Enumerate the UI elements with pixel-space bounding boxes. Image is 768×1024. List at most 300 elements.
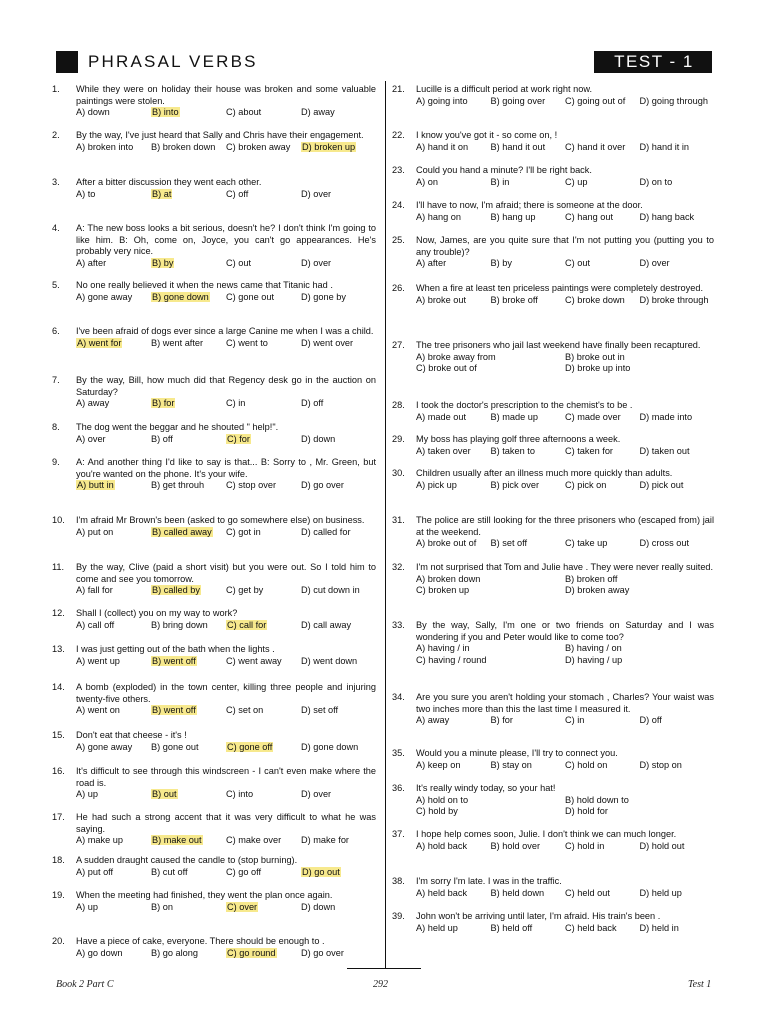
answer-text: D) hand it in [639,141,690,152]
answer-options [76,585,376,597]
question-number: 29. [392,434,405,444]
answer-option [226,480,301,492]
question-number: 7. [52,375,60,385]
answer-option [416,585,565,597]
answer-text: D) cut down in [301,585,360,595]
answer-option [640,142,715,154]
answer-text: B) pick over [490,479,540,490]
question-stem: John won't be arriving until later, I'm afraid. His train's been . [416,911,661,921]
answer-options [76,527,376,539]
answer-option [226,189,301,201]
answer-option [416,142,491,154]
answer-text: B) went after [151,337,204,348]
answer-text: D) cross out [639,538,690,548]
answer-option [416,212,491,224]
answer-text: C) out [565,258,591,268]
answer-text: B) cut off [151,866,188,877]
question-item [392,829,714,852]
answer-text: C) broke out of [416,363,477,373]
answer-option [416,446,491,458]
answer-option [565,295,640,307]
answer-text: B) made up [490,411,538,422]
answer-option [76,142,151,154]
answer-text: D) pick out [639,479,684,490]
answer-text: A) hand it on [416,141,469,152]
question-item [52,422,376,445]
answer-text: D) broke through [639,294,709,305]
answer-text: C) in [226,398,246,408]
answer-text: B) stay on [490,759,532,770]
answer-text: B) go along [151,947,198,958]
answer-text: A) up [76,901,98,912]
answer-text: B) having / on [565,643,622,653]
answer-text: D) held up [639,887,682,898]
answer-text: C) gone out [226,291,275,302]
question-number: 27. [392,340,405,350]
answer-text: A) held up [416,922,458,933]
highlighted-answer-text: B) make out [152,835,202,845]
answer-options [76,258,376,270]
answer-text: A) away [76,398,110,408]
answer-text: D) going through [639,95,708,106]
answer-option [640,760,715,772]
answer-option [491,96,566,108]
answer-text: C) made over [565,411,621,422]
answer-options [416,715,714,727]
highlighted-answer-text: B) called away [152,526,212,537]
answer-text: D) having / up [565,654,623,665]
answer-option [226,258,301,270]
answer-option [226,742,301,754]
answer-text: A) hang on [416,211,461,222]
question-item [52,177,376,200]
highlighted-answer-text: B) into [152,107,179,117]
answer-option [301,398,376,410]
answer-text: A) broken into [76,141,134,152]
question-item [52,130,376,153]
answer-option [416,655,565,667]
answer-text: A) over [76,433,106,444]
answer-text: D) called for [301,526,351,537]
answer-option [491,412,566,424]
question-item [52,84,376,119]
answer-option [301,867,376,879]
answer-option [226,142,301,154]
answer-text: A) away [416,715,450,725]
question-number: 25. [392,235,405,245]
answer-option [151,398,226,410]
answer-option [565,363,714,375]
answer-text: B) bring down [151,619,208,630]
answer-option [76,948,151,960]
question-item [52,223,376,269]
highlighted-answer-text: C) over [227,901,258,912]
answer-options [416,538,714,550]
answer-option [565,96,640,108]
answer-option [76,705,151,717]
answer-option [76,585,151,597]
answer-text: D) make for [301,835,349,845]
answer-option [565,806,714,818]
answer-text: D) hold for [565,806,608,816]
question-item [392,200,714,223]
question-stem: I'm afraid Mr Brown's been (asked to go somewhere else) on business. [76,515,365,525]
answer-text: C) hold on [565,759,608,770]
question-stem: I was just getting out of the bath when the lights . [76,644,275,654]
answer-option [76,189,151,201]
question-number: 8. [52,422,60,432]
answer-option [565,715,640,727]
answer-text: A) broke out of [416,538,477,548]
question-number: 4. [52,223,60,233]
answer-options [416,412,714,424]
answer-option [76,398,151,410]
question-stem: A: And another thing I'd like to say is that... B: Sorry to , Mr. Green, but you're wanted on the phone. It's your wife. [76,457,376,479]
answer-option [491,888,566,900]
answer-options [76,398,376,410]
answer-option [76,835,151,847]
answer-option [301,789,376,801]
answer-text: D) over [301,188,332,199]
answer-options [416,96,714,108]
question-item [52,812,376,847]
answer-text: D) broke up into [565,363,631,373]
answer-text: A) gone away [76,291,133,302]
answer-option [416,888,491,900]
answer-option [301,434,376,446]
question-number: 10. [52,515,65,525]
question-stem: By the way, Clive (paid a short visit) but you were out. So I told him to come and see you tomorrow. [76,562,376,584]
answer-text: C) taken for [565,445,613,456]
answer-text: D) stop on [639,759,682,770]
answer-option [76,434,151,446]
answer-text: B) broken off [565,573,618,584]
answer-option [640,538,715,550]
question-number: 36. [392,783,405,793]
answer-option [491,760,566,772]
answer-option [565,446,640,458]
highlighted-answer-text: B) out [152,789,177,799]
answer-text: A) going into [416,95,468,106]
answer-text: A) hold on to [416,794,469,805]
question-item [52,855,376,878]
answer-text: A) went on [76,705,120,715]
answer-text: C) got in [226,526,261,537]
answer-text: B) off [151,433,173,444]
highlighted-answer-text: C) go round [227,947,276,958]
question-number: 16. [52,766,65,776]
question-stem: It's really windy today, so your hat! [416,783,556,793]
answer-option [76,656,151,668]
answer-text: A) broken down [416,573,481,584]
question-number: 31. [392,515,405,525]
answer-text: A) make up [76,835,123,845]
highlighted-answer-text: D) broken up [302,141,356,152]
question-number: 28. [392,400,405,410]
answer-text: A) call off [76,619,115,630]
answer-option [226,585,301,597]
answer-text: B) held off [490,922,533,933]
answer-text: B) on [151,901,173,912]
answer-text: A) made out [416,411,467,422]
answer-option [151,585,226,597]
answer-option [151,835,226,847]
answer-text: D) gone by [301,291,346,302]
answer-text: C) went to [226,337,268,348]
question-item [52,730,376,753]
answer-option [151,656,226,668]
answer-options [416,841,714,853]
highlighted-answer-text: C) call for [227,619,267,630]
highlighted-answer-text: D) go out [302,866,340,877]
answer-text: B) hold down to [565,794,629,805]
answer-option [565,177,640,189]
answer-option [565,888,640,900]
answer-option [301,585,376,597]
question-stem: I'll have to now, I'm afraid; there is someone at the door. [416,200,643,210]
question-stem: The police are still looking for the three prisoners who (escaped from) jail at the weekend. [416,515,714,537]
question-stem: Children usually after an illness much more quickly than adults. [416,468,673,478]
question-number: 35. [392,748,405,758]
question-number: 39. [392,911,405,921]
answer-option [416,412,491,424]
answer-option [76,258,151,270]
answer-option [151,902,226,914]
answer-option [301,107,376,119]
answer-option [416,258,491,270]
footer-right: Test 1 [688,979,712,990]
footer-left: Book 2 Part C [56,979,114,990]
answer-option [151,107,226,119]
question-item [392,783,714,818]
highlighted-answer-text: C) gone off [227,741,273,752]
question-stem: When a fire at least ten priceless paintings were completely destroyed. [416,283,703,293]
question-number: 14. [52,682,65,692]
test-label: TEST - 1 [614,52,694,71]
answer-option [565,538,640,550]
answer-option [491,715,566,727]
question-number: 15. [52,730,65,740]
answer-text: D) hold out [639,840,685,851]
answer-text: B) taken to [490,445,535,456]
answer-option [565,412,640,424]
answer-text: B) gone out [151,741,199,752]
answer-text: D) over [639,258,670,268]
answer-option [301,902,376,914]
answer-text: D) hang back [639,211,695,222]
answer-options [76,705,376,717]
answer-options [76,338,376,350]
answer-option [151,527,226,539]
answer-text: A) to [76,188,96,199]
answer-text: D) down [301,433,336,444]
answer-text: C) held out [565,887,610,898]
answer-text: D) go over [301,480,344,490]
question-stem: Would you a minute please, I'll try to connect you. [416,748,618,758]
answer-option [565,212,640,224]
answer-option [640,258,715,270]
highlighted-answer-text: C) for [227,433,250,444]
question-item [52,375,376,410]
answer-options [416,352,714,375]
answer-text: C) having / round [416,654,487,665]
answer-text: C) held back [565,922,617,933]
answer-option [565,574,714,586]
answer-option [301,705,376,717]
answer-options [416,643,714,666]
answer-option [226,705,301,717]
question-stem: I took the doctor's prescription to the chemist's to be . [416,400,633,410]
question-stem: Are you sure you aren't holding your stomach , Charles? Your waist was two inches more than this the last time I measured it. [416,692,714,714]
answer-option [416,715,491,727]
answer-option [416,363,565,375]
question-item [52,608,376,631]
question-item [52,890,376,913]
question-item [52,644,376,667]
question-number: 12. [52,608,65,618]
answer-text: D) on to [639,176,673,187]
answer-text: B) in [490,176,510,187]
answer-option [301,620,376,632]
answer-options [416,212,714,224]
question-number: 32. [392,562,405,572]
answer-option [640,888,715,900]
answer-option [416,96,491,108]
answer-option [226,948,301,960]
answer-text: B) broke off [490,294,538,305]
question-number: 5. [52,280,60,290]
answer-options [76,480,376,492]
question-number: 2. [52,130,60,140]
answer-option [416,480,491,492]
answer-text: C) hold in [565,840,605,851]
answer-option [491,142,566,154]
answer-text: C) pick on [565,479,607,490]
answer-option [565,643,714,655]
answer-option [416,795,565,807]
question-item [392,340,714,375]
answer-options [416,795,714,818]
answer-option [76,338,151,350]
highlighted-answer-text: B) for [152,398,175,408]
answer-option [226,434,301,446]
question-stem: Don't eat that cheese - it's ! [76,730,187,740]
answer-option [491,177,566,189]
answer-text: A) keep on [416,759,461,770]
answer-option [491,258,566,270]
answer-option [491,212,566,224]
answer-text: C) in [565,715,585,725]
answer-option [226,902,301,914]
answer-option [565,480,640,492]
answer-option [640,715,715,727]
question-stem: I've been afraid of dogs ever since a large Canine me when I was a child. [76,326,374,336]
page-title: PHRASAL VERBS [88,52,258,71]
question-stem: It's difficult to see through this windscreen - I can't even make where the road is. [76,766,376,788]
answer-text: C) make over [226,835,282,845]
answer-option [565,923,640,935]
question-stem: The dog went the beggar and he shouted " help!". [76,422,279,432]
question-stem: A bomb (exploded) in the town center, killing three people and injuring twenty-five others. [76,682,376,704]
answer-option [416,643,565,655]
answer-option [416,760,491,772]
answer-text: C) hold by [416,806,458,816]
answer-option [491,480,566,492]
answer-options [416,258,714,270]
answer-option [301,142,376,154]
highlighted-answer-text: B) went off [152,705,196,715]
question-number: 22. [392,130,405,140]
question-stem: My boss has playing golf three afternoons a week. [416,434,621,444]
question-stem: By the way, Bill, how much did that Regency desk go in the auction on Saturday? [76,375,376,397]
question-stem: I hope help comes soon, Julie. I don't think we can much longer. [416,829,677,839]
answer-option [640,295,715,307]
answer-text: A) held back [416,887,468,898]
answer-text: C) get by [226,585,264,595]
question-item [392,434,714,457]
answer-option [151,189,226,201]
question-stem: By the way, Sally, I'm one or two friends on Saturday and I was wondering if you and Peter would like to come too? [416,620,714,642]
answer-option [565,258,640,270]
answer-text: B) set off [490,538,528,548]
question-number: 1. [52,84,60,94]
answer-text: D) over [301,257,332,268]
highlighted-answer-text: B) at [152,188,172,199]
footer-page-number: 292 [373,979,388,990]
answer-options [416,177,714,189]
answer-text: B) broken down [151,141,216,152]
question-item [392,692,714,727]
highlighted-answer-text: B) by [152,257,174,268]
answer-option [151,620,226,632]
question-number: 23. [392,165,405,175]
answer-text: C) went away [226,655,282,666]
question-stem: He had such a strong accent that it was very difficult to what he was saying. [76,812,376,834]
question-number: 19. [52,890,65,900]
question-stem: When the meeting had finished, they went the plan once again. [76,890,333,900]
question-number: 18. [52,855,65,865]
answer-text: D) off [301,398,324,408]
answer-option [151,338,226,350]
answer-options [416,923,714,935]
highlighted-answer-text: A) went for [77,337,122,348]
answer-option [301,527,376,539]
answer-text: C) going out of [565,95,626,106]
answer-text: A) having / in [416,643,470,653]
answer-option [301,742,376,754]
answer-option [151,142,226,154]
answer-option [491,446,566,458]
answer-option [226,656,301,668]
answer-text: D) call away [301,619,352,630]
answer-text: A) pick up [416,479,457,490]
answer-options [76,948,376,960]
question-item [392,562,714,597]
answer-text: A) down [76,107,110,117]
answer-text: D) gone down [301,741,359,752]
answer-option [151,434,226,446]
answer-option [151,480,226,492]
answer-option [301,835,376,847]
answer-text: B) hold over [490,840,541,851]
question-stem: I know you've got it - so come on, ! [416,130,558,140]
highlighted-answer-text: B) gone down [152,291,209,302]
answer-text: C) about [226,107,262,117]
question-stem: No one really believed it when the news came that Titanic had . [76,280,333,290]
answer-option [491,538,566,550]
answer-option [226,527,301,539]
answer-text: A) go down [76,947,123,958]
